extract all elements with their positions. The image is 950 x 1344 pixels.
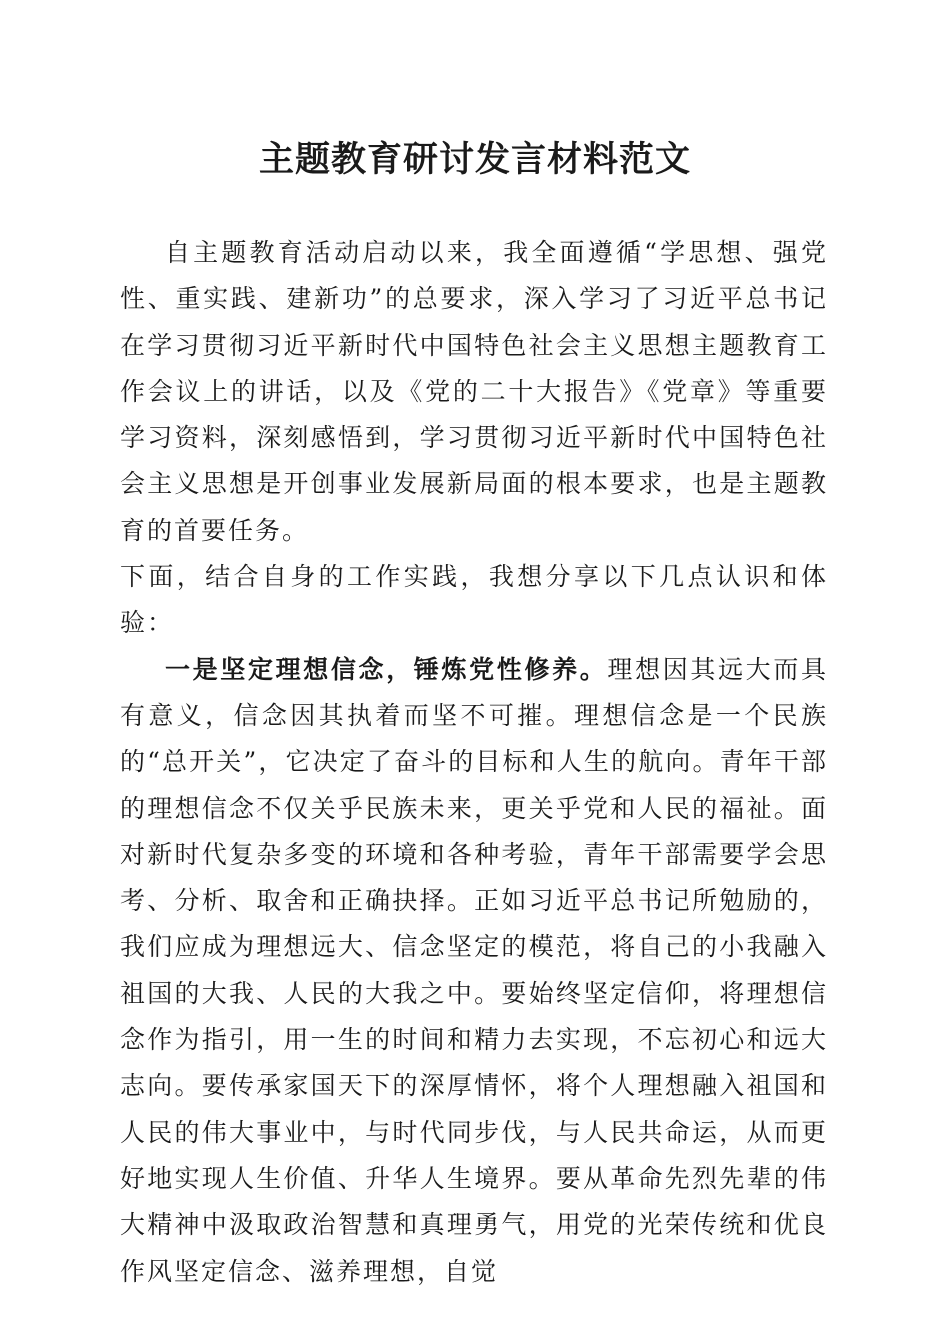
document-body: [120, 230, 828, 1295]
paragraph-transition: [120, 554, 828, 647]
paragraph-transition-text: 下面，结合自身的工作实践，我想分享以下几点认识和体验：: [120, 562, 828, 638]
paragraph-intro-text: 自主题教育活动启动以来，我全面遵循“学思想、强党性、重实践、建新功”的总要求，深入学习了习近平总书记在学习贯彻习近平新时代中国特色社会主义思想主题教育工作会议上的讲话，以及《党的二十大报告》《党章》等重要学习资料，深刻感悟到，学习贯彻习近平新时代中国特色社会主义思想是开创事业发展新局面的根本要求，也是主题教育的首要任务。: [120, 238, 828, 545]
paragraph-point-one: [120, 647, 828, 1295]
paragraph-intro: [120, 230, 828, 554]
paragraph-point-one-text: 理想因其远大而具有意义，信念因其执着而坚不可摧。理想信念是一个民族的“总开关”，它决定了奋斗的目标和人生的航向。青年干部的理想信念不仅关乎民族未来，更关乎党和人民的福祉。面对新时代复杂多变的环境和各种考验，青年干部需要学会思考、分析、取舍和正确抉择。正如习近平总书记所勉励的，我们应成为理想远大、信念坚定的模范，将自己的小我融入祖国的大我、人民的大我之中。要始终坚定信仰，将理想信念作为指引，用一生的时间和精力去实现，不忘初心和远大志向。要传承家国天下的深厚情怀，将个人理想融入祖国和人民的伟大事业中，与时代同步伐，与人民共命运，从而更好地实现人生价值、升华人生境界。要从革命先烈先辈的伟大精神中汲取政治智慧和真理勇气，用党的光荣传统和优良作风坚定信念、滋养理想，自觉: [120, 654, 828, 1286]
paragraph-point-one-heading: 一是坚定理想信念，锤炼党性修养。: [165, 654, 608, 684]
document-title: 主题教育研讨发言材料范文: [258, 139, 691, 180]
